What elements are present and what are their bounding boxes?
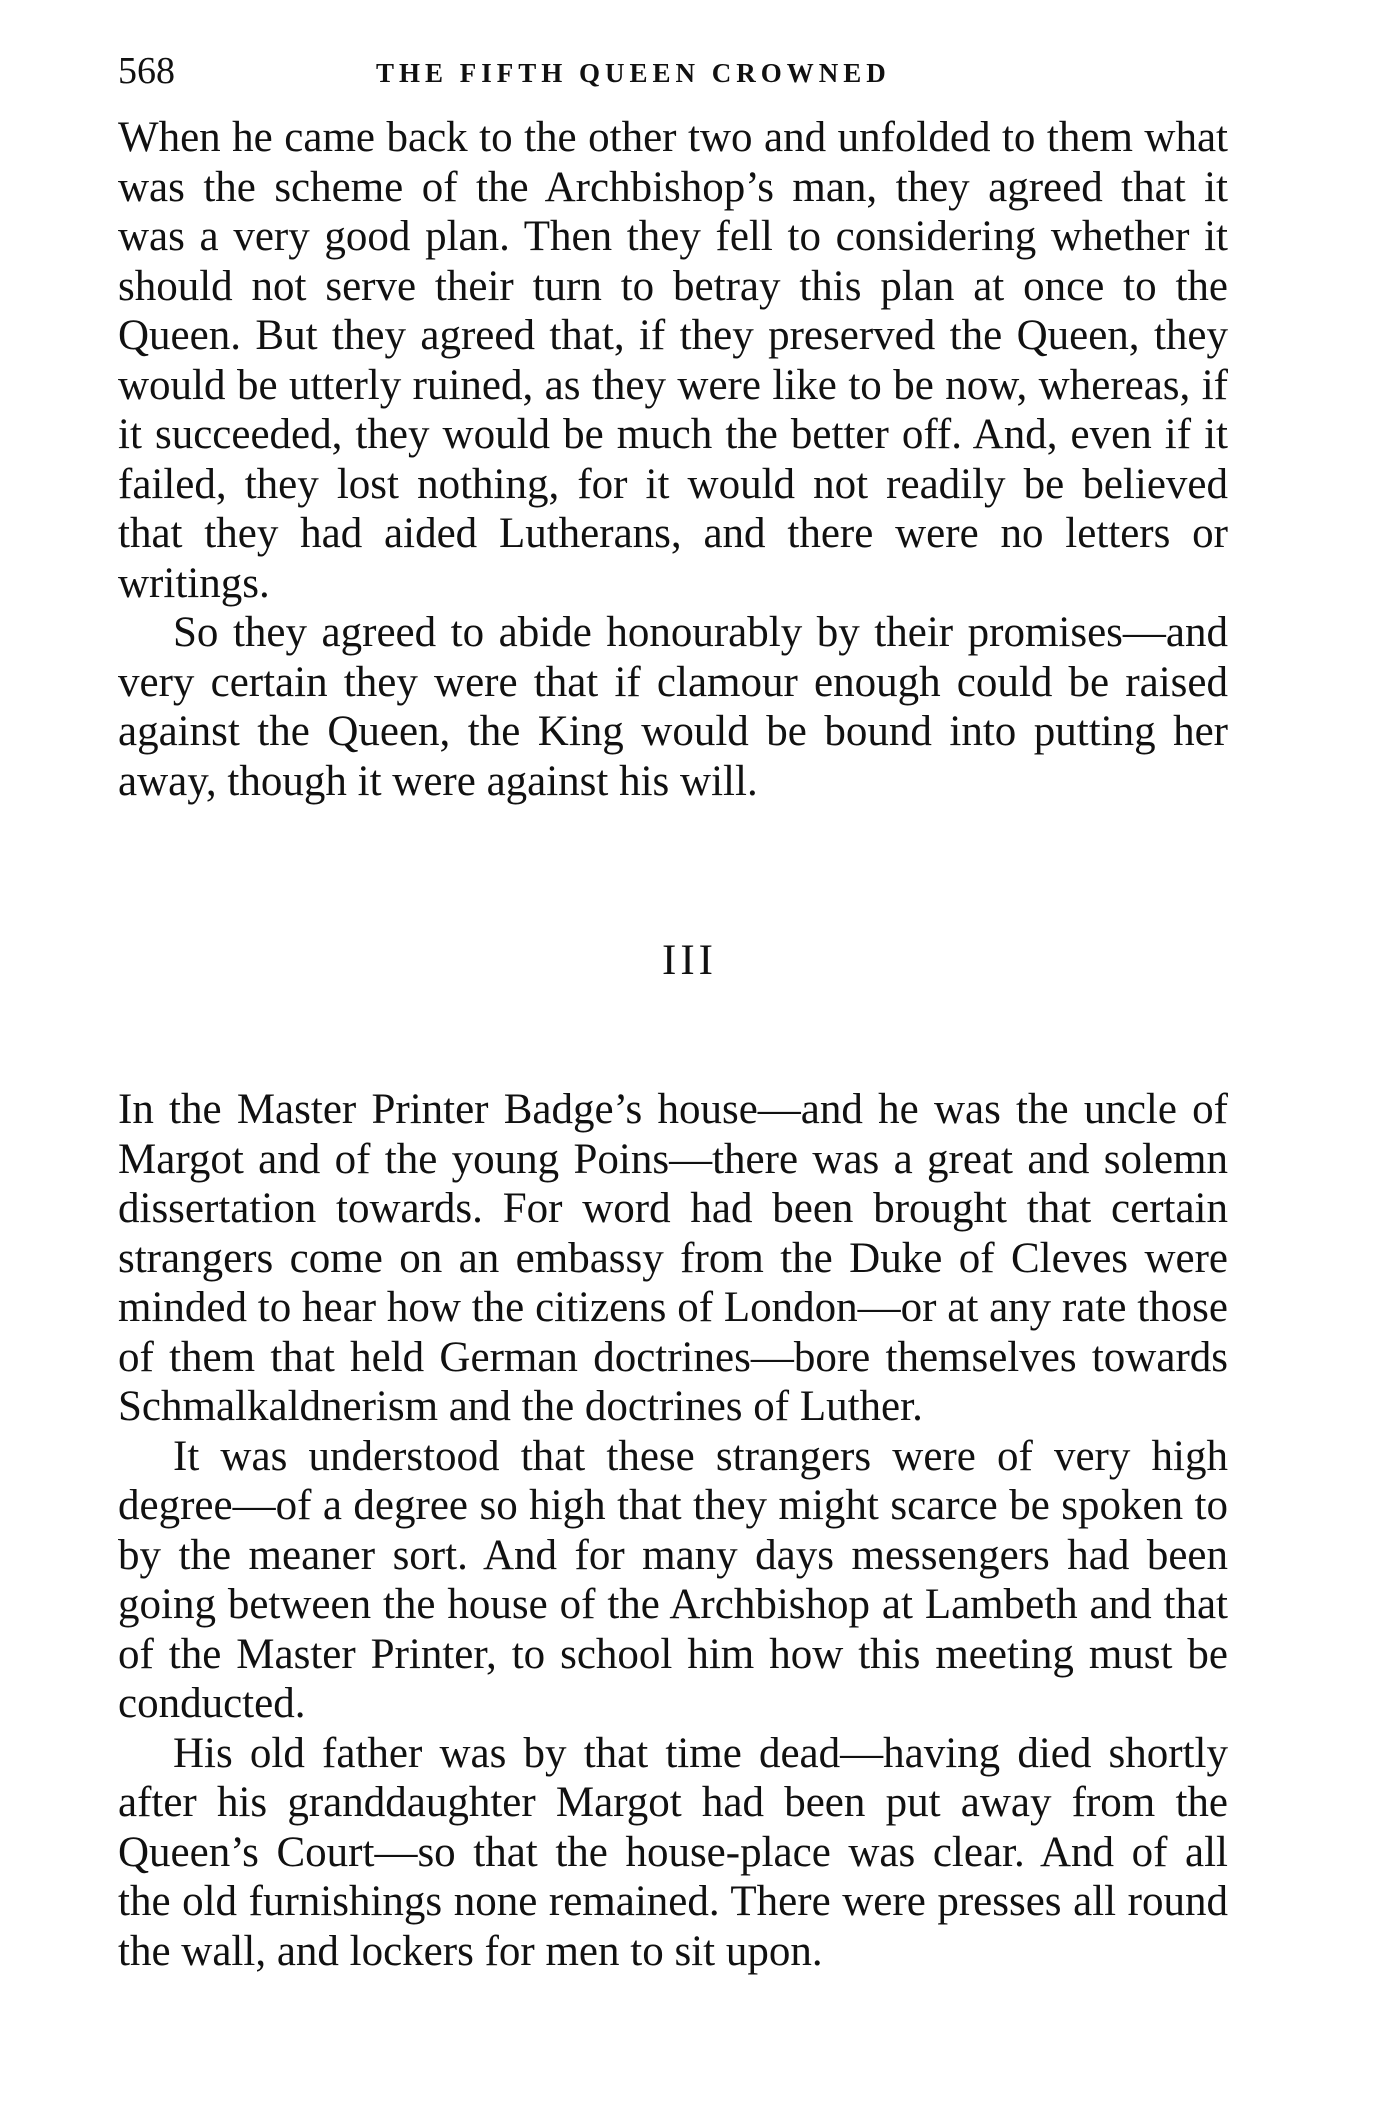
text-block-after-section (118, 1085, 1228, 1976)
paragraph: So they agreed to abide honourably by their promises—and very certain they were that if clamour enough could be raised against the Queen, the King would be bound into putting her away, though it were against his will. (118, 609, 1228, 805)
paragraph: It was understood that these strangers were of very high degree—of a degree so high that they might scarce be spoken to by the meaner sort. And for many days messengers had been going between the house of the Archbishop at Lambeth and that of the Master Printer, to school him how this meeting must be conducted. (118, 1432, 1228, 1727)
page-number: 568 (118, 50, 175, 92)
paragraph: When he came back to the other two and unfolded to them what was the scheme of the Archbishop’s man, they agreed that it was a very good plan. Then they fell to considering whether it should not serve their turn to betray this plan at once to the Queen. But they agreed that, if they preserved the Queen, they would be utterly ruined, as they were like to be now, whereas, if it succeeded, they would be much the better off. And, even if it failed, they lost nothing, for it would not readily be believed that they had aided Lutherans, and there were no letters or writings. (118, 114, 1228, 607)
paragraph: In the Master Printer Badge’s house—and he was the uncle of Margot and of the young Poins—there was a great and solemn dissertation towards. For word had been brought that certain strangers come on an embassy from the Duke of Cleves were minded to hear how the citizens of London—or at any rate those of them that held German doctrines—bore themselves towards Schmalkaldnerism and the doctrines of Luther. (118, 1086, 1228, 1430)
page-header (118, 46, 1238, 96)
running-title: THE FIFTH QUEEN CROWNED (376, 58, 891, 88)
text-block-before-section (118, 113, 1228, 806)
paragraph: His old father was by that time dead—having died shortly after his granddaughter Margot had been put away from the Queen’s Court—so that the house-place was clear. And of all the old furnishings none remained. There were presses all round the wall, and lockers for men to sit upon. (118, 1729, 1228, 1975)
section-heading: III (662, 937, 717, 984)
